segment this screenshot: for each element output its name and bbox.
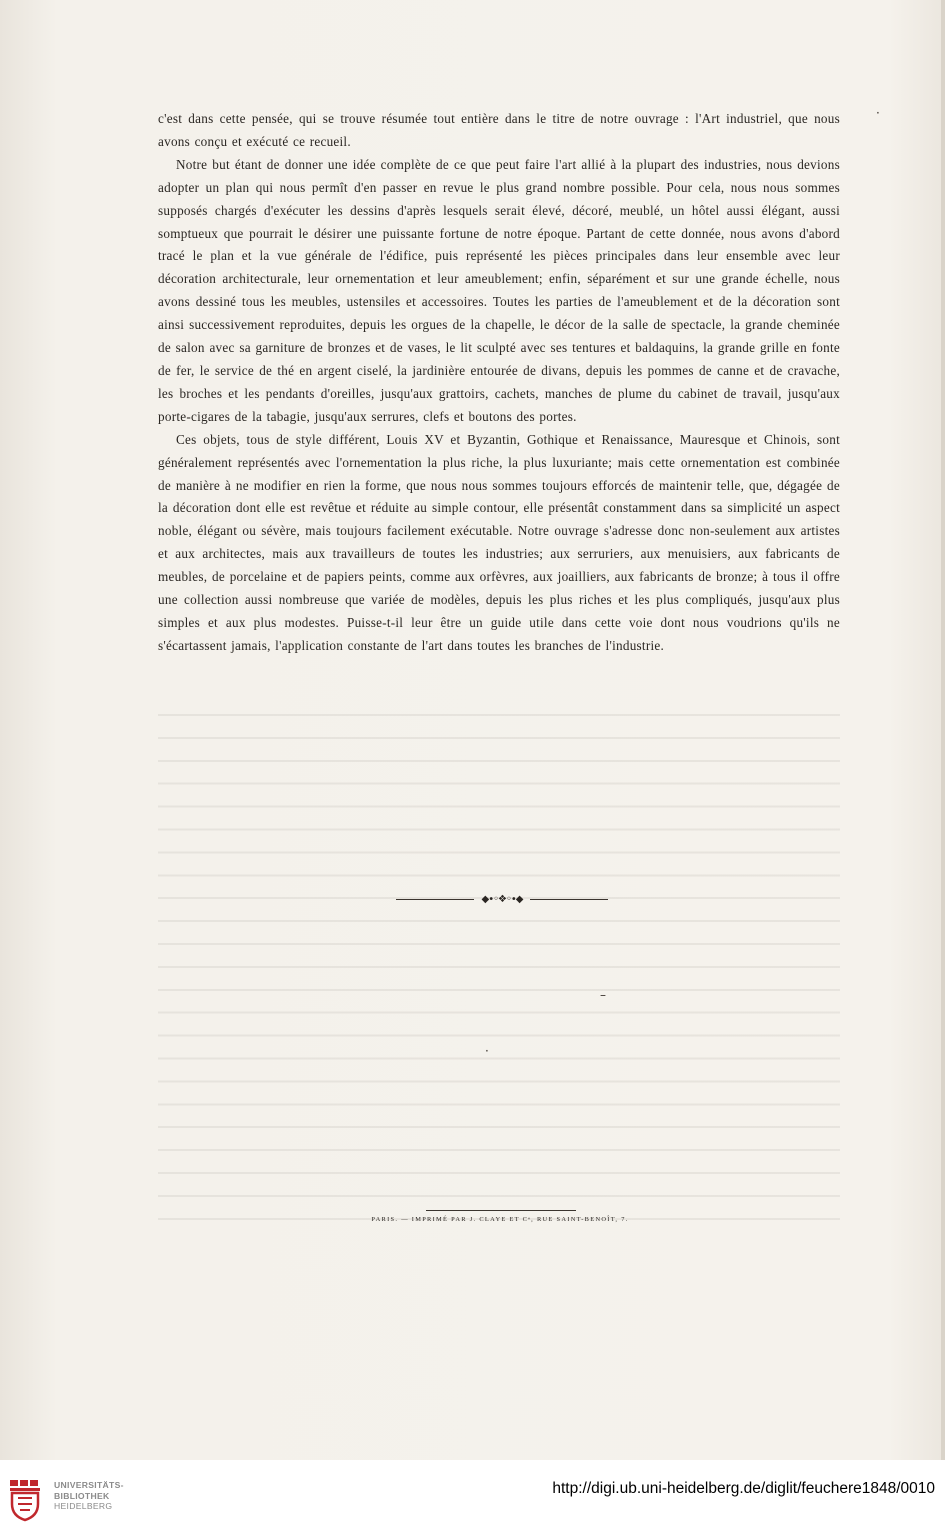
speck-mark: ·: [876, 106, 880, 120]
ornament-flourish-icon: ◆•◦❖◦•◆: [481, 894, 523, 905]
paragraph-2: Notre but étant de donner une idée complète de ce que peut faire l'art allié à la plupart des industries, nous devions adopter un plan qui nous permît d'en passer en revue le plus grand nombre possible. Pour cela, nous nous sommes supposés chargés d'exécuter les dessins d'après lesquels serait élevé, décoré, meublé, un hôtel aussi élégant, aussi somptueux que pourrait le désirer une puissante fortune de notre époque. Partant de cette donnée, nous avons d'abord tracé le plan et la vue générale de l'édifice, puis représenté les pièces principales dans leur ensemble avec leur décoration architecturale, leur ornementation et leur ameublement; enfin, séparément et sur une grande échelle, nous avons dessiné tous les meubles, ustensiles et accessoires. Toutes les parties de l'ameublement et de la décoration sont ainsi successivement reproduites, depuis les orgues de la chapelle, le décor de la salle de spectacle, la grande cheminée de salon avec sa garniture de bronzes et de vases, le lit sculpté avec ses tentures et baldaquins, la grande grille en fonte de fer, le service de thé en argent ciselé, la jardinière entourée de divans, depuis les pommes de canne et de cravache, les broches et les pendants d'oreilles, jusqu'aux grattoirs, cachets, manches de plume du cabinet de travail, jusqu'aux porte-cigares de la tabagie, jusqu'aux serrures, clefs et boutons des portes.: [158, 156, 840, 424]
library-logo[interactable]: [8, 1476, 126, 1526]
logo-line-1: UNIVERSITÄTS-: [54, 1480, 124, 1490]
page-edge: [941, 0, 945, 1460]
logo-line-3: HEIDELBERG: [54, 1501, 113, 1511]
dot-mark: ·: [485, 1044, 489, 1058]
paragraph-3: Ces objets, tous de style différent, Louis XV et Byzantin, Gothique et Renaissance, Mauresque et Chinois, sont généralement représentés avec l'ornementation la plus riche, la plus luxuriante; mais cette ornementation est combinée de manière à ne modifier en rien la forme, que nous nous sommes toujours efforcés de maintenir telle, que, dégagée de la décoration dont elle est revêtue et réduite au simple contour, elle présentât constamment dans sa simplicité un aspect noble, élégant ou sévère, mais toujours facilement exécutable. Notre ouvrage s'adresse donc non-seulement aux artistes et aux architectes, mais aux travailleurs de toutes les industries; aux serruriers, aux menuisiers, aux fabricants de meubles, de porcelaine et de papiers peints, comme aux orfèvres, aux joailliers, aux fabricants de bronze; à tous il offre une collection aussi nombreuse que variée de modèles, depuis les plus riches et les plus compliqués, jusqu'aux plus simples et aux plus modestes. Puisse-t-il leur être un guide utile dans cette voie dont nous voudrions qu'ils ne s'écartassent jamais, l'application constante de l'art dans toutes les branches de l'industrie.: [158, 431, 840, 653]
ornamental-rule: [396, 892, 608, 908]
logo-text: [54, 1480, 124, 1512]
imprint-rule: [426, 1210, 576, 1211]
viewer-footer: [0, 1460, 945, 1534]
bleed-through-text: [158, 702, 840, 1222]
logo-line-2: BIBLIOTHEK: [54, 1490, 110, 1501]
printer-imprint: PARIS. — IMPRIMÉ PAR J. CLAYE ET Cᵉ, RUE SAINT-BENOÎT, 7.: [371, 1216, 629, 1223]
source-url[interactable]: http://digi.ub.uni-heidelberg.de/diglit/feuchere1848/0010: [552, 1480, 935, 1497]
paragraph-1: c'est dans cette pensée, qui se trouve résumée tout entière dans le titre de notre ouvrage : l'Art industriel, que nous avons conçu et exécuté ce recueil.: [158, 111, 840, 149]
library-seal-icon: [8, 1478, 48, 1522]
ornament-line-left: [396, 899, 474, 900]
body-text: [158, 108, 840, 658]
dash-mark: –: [600, 988, 606, 1002]
ornament-line-right: [530, 899, 608, 900]
